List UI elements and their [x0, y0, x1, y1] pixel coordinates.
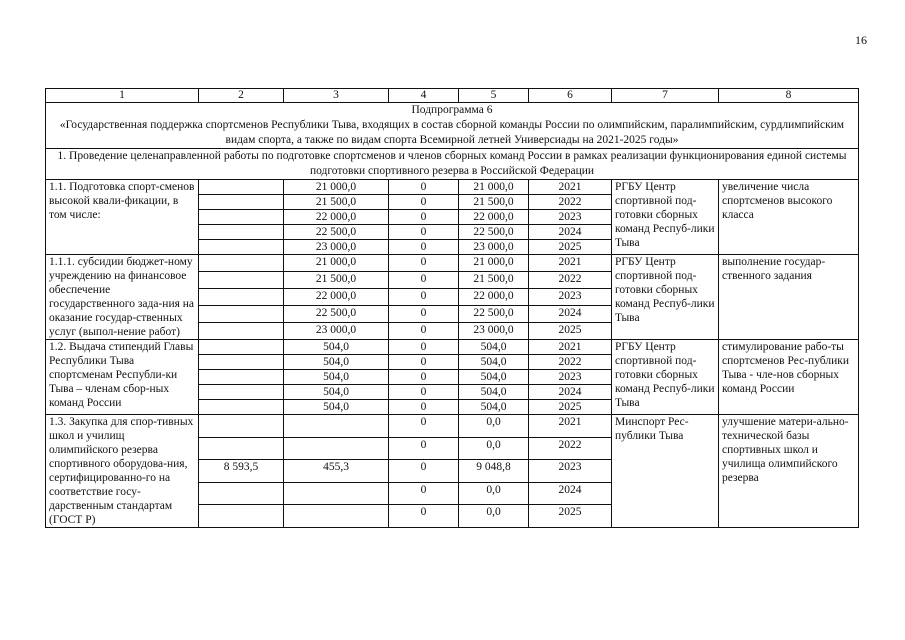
total-cell: 21 500,0 [459, 272, 529, 289]
column-number: 7 [612, 89, 719, 103]
responsible-executor: РГБУ Центр спортивной под-готовки сборных команд Респуб-лики Тыва [612, 255, 719, 340]
other-funds-cell: 0 [389, 240, 459, 255]
total-cell: 0,0 [459, 482, 529, 505]
column-number: 4 [389, 89, 459, 103]
total-cell: 22 000,0 [459, 289, 529, 306]
republic-budget-cell: 504,0 [284, 370, 389, 385]
year-cell: 2025 [529, 323, 612, 340]
year-cell: 2024 [529, 482, 612, 505]
other-funds-cell: 0 [389, 210, 459, 225]
column-number: 5 [459, 89, 529, 103]
republic-budget-cell: 504,0 [284, 385, 389, 400]
subprogram-description: «Государственная поддержка спортсменов Республики Тыва, входящих в состав сборной команды России по олимпийским, паралимпийским, сурдлимпийским видам спорта, а также по видам спорта Всемирной летней Универсиады на 2021-2025 годы» [59, 119, 845, 146]
federal-budget-cell [199, 195, 284, 210]
republic-budget-cell [284, 437, 389, 460]
federal-budget-cell [199, 272, 284, 289]
republic-budget-cell: 22 500,0 [284, 225, 389, 240]
republic-budget-cell [284, 505, 389, 528]
year-cell: 2022 [529, 195, 612, 210]
column-number: 2 [199, 89, 284, 103]
total-cell: 21 000,0 [459, 180, 529, 195]
total-cell: 504,0 [459, 370, 529, 385]
responsible-executor: РГБУ Центр спортивной под-готовки сборных команд Респуб-лики Тыва [612, 340, 719, 415]
table-row [46, 255, 859, 272]
year-cell: 2023 [529, 370, 612, 385]
republic-budget-cell: 21 000,0 [284, 180, 389, 195]
other-funds-cell: 0 [389, 370, 459, 385]
total-cell: 0,0 [459, 437, 529, 460]
federal-budget-cell [199, 385, 284, 400]
column-number: 8 [719, 89, 859, 103]
activity-name: 1.2. Выдача стипендий Главы Республики Тыва спортсменам Республи-ки Тыва – членам сбор-ных команд России [46, 340, 199, 415]
federal-budget-cell [199, 355, 284, 370]
federal-budget-cell [199, 505, 284, 528]
federal-budget-cell [199, 482, 284, 505]
expected-result: стимулирование рабо-ты спортсменов Рес-публики Тыва - чле-нов сборных команд России [719, 340, 859, 415]
section-row [46, 149, 859, 180]
expected-result: увеличение числа спортсменов высокого класса [719, 180, 859, 255]
year-cell: 2022 [529, 272, 612, 289]
year-cell: 2022 [529, 437, 612, 460]
other-funds-cell: 0 [389, 415, 459, 438]
republic-budget-cell: 21 000,0 [284, 255, 389, 272]
program-table [45, 88, 859, 528]
table-row [46, 340, 859, 355]
federal-budget-cell [199, 400, 284, 415]
other-funds-cell: 0 [389, 400, 459, 415]
total-cell: 504,0 [459, 385, 529, 400]
republic-budget-cell: 22 500,0 [284, 306, 389, 323]
total-cell: 0,0 [459, 505, 529, 528]
other-funds-cell: 0 [389, 306, 459, 323]
republic-budget-cell: 455,3 [284, 460, 389, 483]
federal-budget-cell [199, 240, 284, 255]
other-funds-cell: 0 [389, 289, 459, 306]
republic-budget-cell: 21 500,0 [284, 272, 389, 289]
year-cell: 2021 [529, 415, 612, 438]
republic-budget-cell [284, 415, 389, 438]
total-cell: 23 000,0 [459, 240, 529, 255]
total-cell: 22 500,0 [459, 225, 529, 240]
federal-budget-cell [199, 210, 284, 225]
total-cell: 21 000,0 [459, 255, 529, 272]
federal-budget-cell [199, 180, 284, 195]
year-cell: 2023 [529, 289, 612, 306]
activity-name: 1.1.1. субсидии бюджет-ному учреждению на финансовое обеспечение государственного зада-ния на оказание государ-ственных услуг (выпол-нение работ) [46, 255, 199, 340]
republic-budget-cell: 504,0 [284, 355, 389, 370]
other-funds-cell: 0 [389, 340, 459, 355]
activity-name: 1.1. Подготовка спорт-сменов высокой квали-фикации, в том числе: [46, 180, 199, 255]
other-funds-cell: 0 [389, 272, 459, 289]
federal-budget-cell [199, 306, 284, 323]
column-number-row [46, 89, 859, 103]
year-cell: 2023 [529, 210, 612, 225]
subprogram-row [46, 103, 859, 149]
total-cell: 22 000,0 [459, 210, 529, 225]
total-cell: 22 500,0 [459, 306, 529, 323]
activity-name: 1.3. Закупка для спор-тивных школ и училищ олимпийского резерва спортивного оборудова-ния, сертифицированно-го на соответствие госу-дарственным стандартам (ГОСТ Р) [46, 415, 199, 528]
federal-budget-cell [199, 437, 284, 460]
total-cell: 504,0 [459, 355, 529, 370]
total-cell: 504,0 [459, 400, 529, 415]
other-funds-cell: 0 [389, 505, 459, 528]
expected-result: выполнение государ-ственного задания [719, 255, 859, 340]
other-funds-cell: 0 [389, 323, 459, 340]
column-number: 6 [529, 89, 612, 103]
other-funds-cell: 0 [389, 460, 459, 483]
column-number: 3 [284, 89, 389, 103]
total-cell: 504,0 [459, 340, 529, 355]
table-row [46, 415, 859, 438]
republic-budget-cell: 22 000,0 [284, 210, 389, 225]
year-cell: 2022 [529, 355, 612, 370]
year-cell: 2024 [529, 306, 612, 323]
republic-budget-cell: 504,0 [284, 340, 389, 355]
federal-budget-cell [199, 255, 284, 272]
republic-budget-cell: 23 000,0 [284, 240, 389, 255]
other-funds-cell: 0 [389, 385, 459, 400]
republic-budget-cell: 23 000,0 [284, 323, 389, 340]
other-funds-cell: 0 [389, 225, 459, 240]
subprogram-cell [46, 103, 859, 149]
federal-budget-cell [199, 225, 284, 240]
responsible-executor: РГБУ Центр спортивной под-готовки сборных команд Респуб-лики Тыва [612, 180, 719, 255]
year-cell: 2025 [529, 400, 612, 415]
other-funds-cell: 0 [389, 355, 459, 370]
page-number: 16 [855, 33, 867, 47]
expected-result: улучшение матери-ально-технической базы спортивных школ и училища олимпийского резерва [719, 415, 859, 528]
year-cell: 2023 [529, 460, 612, 483]
federal-budget-cell [199, 415, 284, 438]
republic-budget-cell: 21 500,0 [284, 195, 389, 210]
federal-budget-cell [199, 340, 284, 355]
column-number: 1 [46, 89, 199, 103]
other-funds-cell: 0 [389, 195, 459, 210]
federal-budget-cell [199, 323, 284, 340]
federal-budget-cell: 8 593,5 [199, 460, 284, 483]
other-funds-cell: 0 [389, 437, 459, 460]
responsible-executor: Минспорт Рес-публики Тыва [612, 415, 719, 528]
total-cell: 21 500,0 [459, 195, 529, 210]
year-cell: 2025 [529, 505, 612, 528]
republic-budget-cell: 22 000,0 [284, 289, 389, 306]
other-funds-cell: 0 [389, 255, 459, 272]
table-row [46, 180, 859, 195]
total-cell: 23 000,0 [459, 323, 529, 340]
year-cell: 2024 [529, 225, 612, 240]
year-cell: 2024 [529, 385, 612, 400]
total-cell: 9 048,8 [459, 460, 529, 483]
year-cell: 2021 [529, 180, 612, 195]
federal-budget-cell [199, 370, 284, 385]
section-title: 1. Проведение целенаправленной работы по подготовке спортсменов и членов сборных команд России в рамках реализации функционирования единой системы подготовки спортивного резерва в Российской Федерации [46, 149, 859, 180]
year-cell: 2021 [529, 255, 612, 272]
other-funds-cell: 0 [389, 482, 459, 505]
year-cell: 2025 [529, 240, 612, 255]
republic-budget-cell: 504,0 [284, 400, 389, 415]
republic-budget-cell [284, 482, 389, 505]
other-funds-cell: 0 [389, 180, 459, 195]
year-cell: 2021 [529, 340, 612, 355]
federal-budget-cell [199, 289, 284, 306]
subprogram-title: Подпрограмма 6 [411, 104, 493, 116]
total-cell: 0,0 [459, 415, 529, 438]
